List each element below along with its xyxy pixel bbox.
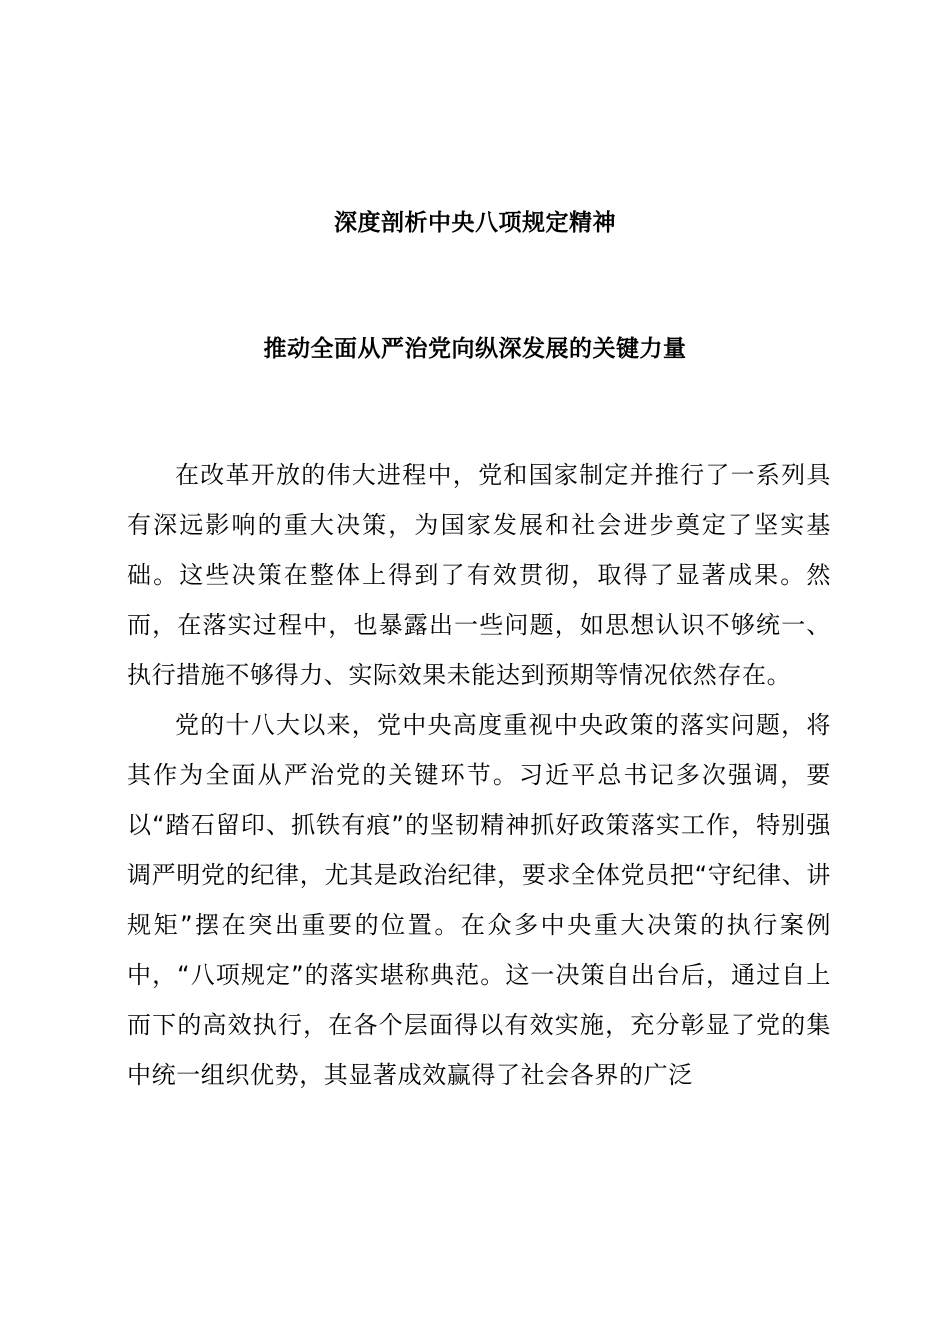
document-body (127, 450, 831, 1100)
document-subtitle: 推动全面从严治党向纵深发展的关键力量 (263, 336, 687, 362)
paragraph-2: 党的十八大以来，党中央高度重视中央政策的落实问题，将其作为全面从严治党的关键环节。习近平总书记多次强调，要以“踏石留印、抓铁有痕”的坚韧精神抓好政策落实工作，特别强调严明党的纪律，尤其是政治纪律，要求全体党员把“守纪律、讲规矩”摆在突出重要的位置。在众多中央重大决策的执行案例中，“八项规定”的落实堪称典范。这一决策自出台后，通过自上而下的高效执行，在各个层面得以有效实施，充分彰显了党的集中统一组织优势，其显著成效赢得了社会各界的广泛 (127, 711, 831, 1089)
paragraph-1: 在改革开放的伟大进程中，党和国家制定并推行了一系列具有深远影响的重大决策，为国家发展和社会进步奠定了坚实基础。这些决策在整体上得到了有效贯彻，取得了显著成果。然而，在落实过程中，也暴露出一些问题，如思想认识不够统一、执行措施不够得力、实际效果未能达到预期等情况依然存在。 (127, 461, 831, 689)
document-title: 深度剖析中央八项规定精神 (334, 210, 616, 236)
